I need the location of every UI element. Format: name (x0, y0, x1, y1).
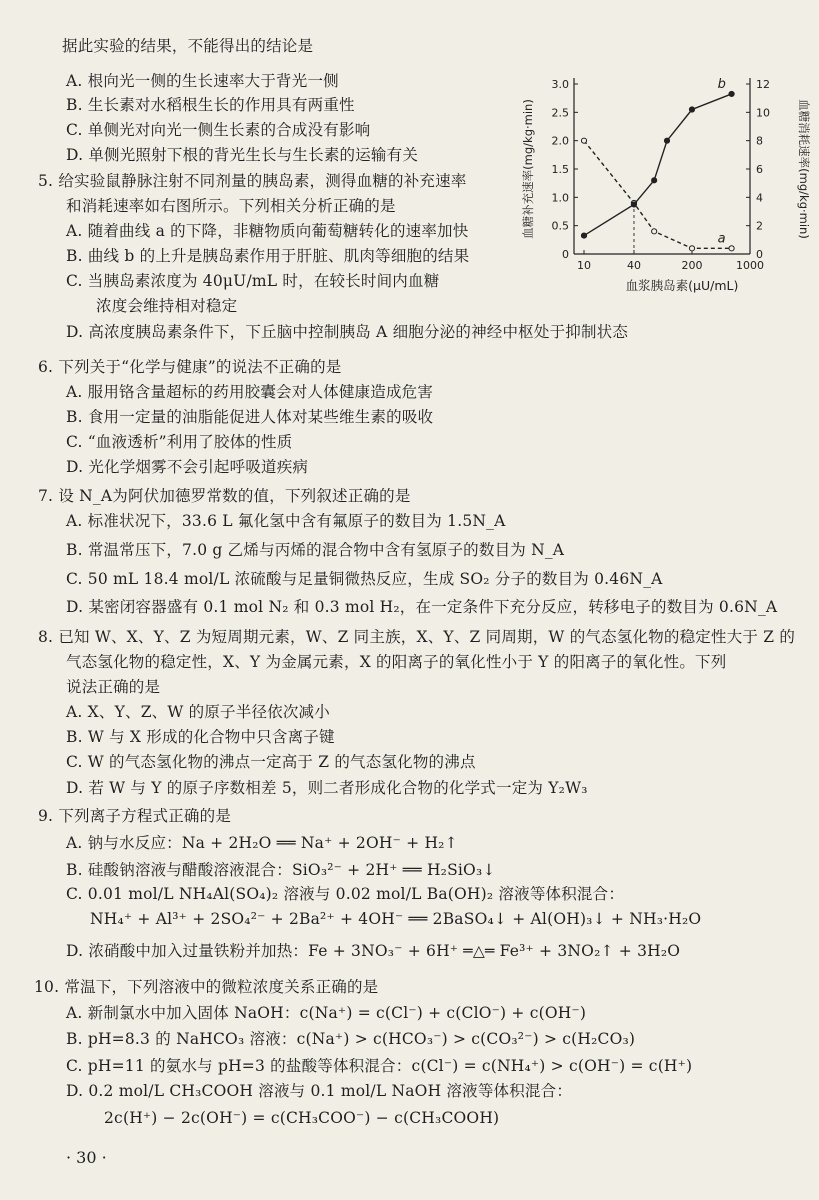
text-line: A. 根向光一侧的生长速率大于背光一侧 (66, 72, 339, 90)
text-line: D. 高浓度胰岛素条件下，下丘脑中控制胰岛 A 细胞分泌的神经中枢处于抑制状态 (66, 323, 629, 341)
text-line: 8. 已知 W、X、Y、Z 为短周期元素，W、Z 同主族，X、Y、Z 同周期，W 的气态氢化物的稳定性大于 Z 的 (38, 628, 796, 646)
data-point-b (631, 202, 636, 207)
text-line: C. pH=11 的氨水与 pH=3 的盐酸等体积混合：c(Cl⁻) = c(NH₄⁺) > c(OH⁻) = c(H⁺) (66, 1057, 693, 1075)
data-point-a (581, 138, 586, 143)
text-line: B. pH=8.3 的 NaHCO₃ 溶液：c(Na⁺) > c(HCO₃⁻) > c(CO₃²⁻) > c(H₂CO₃) (66, 1030, 636, 1048)
text-line: C. 50 mL 18.4 mol/L 浓硫酸与足量铜微热反应，生成 SO₂ 分子的数目为 0.46N_A (66, 570, 663, 588)
text-line: C. 当胰岛素浓度为 40μU/mL 时，在较长时间内血糖 (66, 272, 440, 290)
x-tick-label: 200 (681, 259, 703, 272)
text-line: D. 浓硝酸中加入过量铁粉并加热：Fe + 3NO₃⁻ + 6H⁺ ═△═ Fe³⁺ + 3NO₂↑ + 3H₂O (66, 942, 681, 960)
text-line: C. “血液透析”利用了胶体的性质 (66, 433, 293, 451)
data-point-b (652, 178, 657, 183)
data-point-b (729, 91, 734, 96)
text-line: 2c(H⁺) − 2c(OH⁻) = c(CH₃COO⁻) − c(CH₃COOH) (104, 1109, 500, 1127)
y-right-label: 血糖消耗速率(mg/kg·min) (797, 99, 811, 239)
text-line: C. W 的气态氢化物的沸点一定高于 Z 的气态氢化物的沸点 (66, 753, 476, 771)
series-line-a (584, 141, 732, 249)
right-tick-label: 4 (756, 191, 763, 205)
text-line: C. 0.01 mol/L NH₄Al(SO₄)₂ 溶液与 0.02 mol/L Ba(OH)₂ 溶液等体积混合： (66, 885, 625, 903)
data-point-a (729, 246, 734, 251)
text-line: D. 若 W 与 Y 的原子序数相差 5，则二者形成化合物的化学式一定为 Y₂W₃ (66, 779, 588, 797)
right-tick-label: 0 (756, 248, 763, 261)
text-line: B. 生长素对水稻根生长的作用具有两重性 (66, 96, 355, 114)
text-line: D. 光化学烟雾不会引起呼吸道疾病 (66, 458, 309, 476)
text-line: 据此实验的结果，不能得出的结论是 (62, 37, 314, 55)
text-line: 6. 下列关于“化学与健康”的说法不正确的是 (38, 358, 342, 376)
y-left-label: 血糖补充速率(mg/kg·min) (521, 99, 535, 239)
insulin-chart (512, 64, 812, 314)
text-line: A. 标准状况下，33.6 L 氟化氢中含有氟原子的数目为 1.5N_A (66, 512, 506, 530)
data-point-a (689, 246, 694, 251)
x-axis-label: 血浆胰岛素(μU/mL) (625, 278, 739, 293)
left-tick-label: 3.0 (551, 78, 569, 91)
right-tick-label: 12 (756, 78, 770, 91)
data-point-a (652, 229, 657, 234)
series-label-a: a (717, 231, 726, 247)
text-line: 和消耗速率如右图所示。下列相关分析正确的是 (66, 197, 396, 215)
text-line: 10. 常温下，下列溶液中的微粒浓度关系正确的是 (34, 978, 379, 996)
text-line: B. 常温常压下，7.0 g 乙烯与丙烯的混合物中含有氢原子的数目为 N_A (66, 541, 565, 559)
text-line: D. 单侧光照射下根的背光生长与生长素的运输有关 (66, 146, 419, 164)
text-line: A. 随着曲线 a 的下降，非糖物质向葡萄糖转化的速率加快 (66, 222, 469, 240)
data-point-b (664, 138, 669, 143)
text-line: 气态氢化物的稳定性，X、Y 为金属元素，X 的阳离子的氧化性小于 Y 的阳离子的氧化性。下列 (66, 653, 727, 671)
text-line: A. X、Y、Z、W 的原子半径依次减小 (66, 703, 330, 721)
text-line: 7. 设 N_A为阿伏加德罗常数的值，下列叙述正确的是 (38, 487, 411, 505)
left-tick-label: 0 (562, 248, 569, 261)
text-line: A. 服用铬含量超标的药用胶囊会对人体健康造成危害 (66, 383, 434, 401)
x-tick-label: 10 (577, 259, 591, 272)
text-line: D. 0.2 mol/L CH₃COOH 溶液与 0.1 mol/L NaOH 溶液等体积混合： (66, 1082, 573, 1100)
text-line: A. 新制氯水中加入固体 NaOH：c(Na⁺) = c(Cl⁻) + c(ClO⁻) + c(OH⁻) (66, 1004, 587, 1022)
x-tick-label: 40 (626, 259, 641, 272)
text-line: C. 单侧光对向光一侧生长素的合成没有影响 (66, 121, 371, 139)
left-tick-label: 0.5 (551, 219, 569, 233)
data-point-b (581, 233, 586, 238)
text-line: A. 钠与水反应：Na + 2H₂O ══ Na⁺ + 2OH⁻ + H₂↑ (66, 834, 458, 852)
data-point-b (689, 107, 694, 112)
text-line: 浓度会维持相对稳定 (96, 297, 238, 315)
series-label-b: b (717, 76, 726, 92)
text-line: B. W 与 X 形成的化合物中只含离子键 (66, 728, 335, 746)
right-tick-label: 2 (756, 219, 763, 233)
text-line: 5. 给实验鼠静脉注射不同剂量的胰岛素，测得血糖的补充速率 (38, 172, 467, 190)
left-tick-label: 1.5 (551, 163, 569, 176)
right-tick-label: 8 (756, 134, 763, 148)
right-tick-label: 10 (756, 106, 770, 120)
right-tick-label: 6 (756, 163, 763, 176)
text-line: 9. 下列离子方程式正确的是 (38, 807, 232, 825)
left-tick-label: 1.0 (551, 191, 569, 205)
x-tick-label: 1000 (736, 259, 764, 272)
text-line: D. 某密闭容器盛有 0.1 mol N₂ 和 0.3 mol H₂，在一定条件下充分反应，转移电子的数目为 0.6N_A (66, 598, 778, 616)
text-line: B. 硅酸钠溶液与醋酸溶液混合：SiO₃²⁻ + 2H⁺ ══ H₂SiO₃↓ (66, 861, 496, 879)
left-tick-label: 2.5 (551, 106, 569, 120)
chart-svg (512, 64, 812, 314)
text-line: NH₄⁺ + Al³⁺ + 2SO₄²⁻ + 2Ba²⁺ + 4OH⁻ ══ 2BaSO₄↓ + Al(OH)₃↓ + NH₃·H₂O (90, 910, 702, 928)
text-line: B. 食用一定量的油脂能促进人体对某些维生素的吸收 (66, 408, 434, 426)
page-number: · 30 · (66, 1148, 107, 1167)
series-line-b (584, 94, 732, 236)
text-line: B. 曲线 b 的上升是胰岛素作用于肝脏、肌肉等细胞的结果 (66, 247, 470, 265)
left-tick-label: 2.0 (551, 134, 569, 148)
text-line: 说法正确的是 (66, 678, 161, 696)
